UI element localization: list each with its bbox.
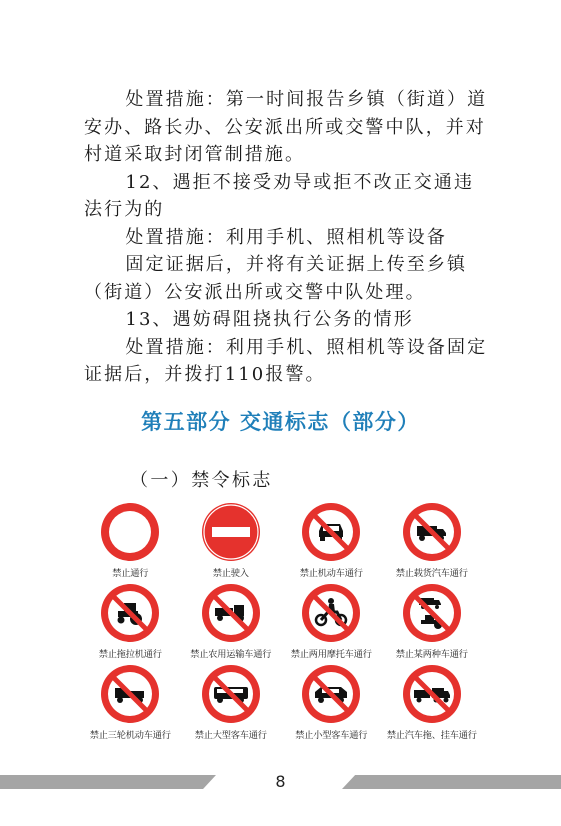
sign-label: 禁止机动车通行 [299,568,363,579]
sign-label: 禁止拖拉机通行 [98,649,162,660]
sign-label: 禁止大型客车通行 [194,730,267,741]
paragraph-measures-2: 处置措施：利用手机、照相机等设备 [125,226,447,248]
sign-label: 禁止农用运输车通行 [190,649,272,660]
no-agricultural-vehicles-icon [201,583,261,643]
sign-label: 禁止驶入 [212,568,249,579]
no-small-cars-icon [301,664,361,724]
paragraph-item-13: 13、遇妨碍阻挠执行公务的情形 [125,309,414,330]
no-entry-bar-icon [201,502,261,562]
sign-item [382,583,483,664]
paragraph-item-12: 12、遇拒不接受劝导或拒不改正交通违法行为的 [84,171,475,220]
sign-label: 禁止小型客车通行 [295,730,368,741]
sign-item [80,502,181,583]
sign-item [382,664,483,745]
sign-label: 禁止某两种车通行 [395,649,468,660]
sign-item [281,583,382,664]
sign-item [181,583,282,664]
sign-item [80,583,181,664]
sign-item [382,502,483,583]
no-tricycles-icon [100,664,160,724]
sign-label: 禁止两用摩托车通行 [290,649,372,660]
no-trailers-icon [402,664,462,724]
sign-grid [80,502,482,745]
sign-item [281,664,382,745]
no-motorcycles-icon [301,583,361,643]
page-number: 8 [275,772,286,791]
body-text [84,86,494,389]
sign-item [181,664,282,745]
paragraph-measures-1: 处置措施：第一时间报告乡镇（街道）道安办、路长办、公安派出所或交警中队，并对村道采取封闭管制措施。 [84,89,488,165]
sign-label: 禁止通行 [112,568,149,579]
paragraph-measures-3: 处置措施：利用手机、照相机等设备固定证据后，并拨打110报警。 [84,336,488,385]
sign-label: 禁止载货汽车通行 [395,568,468,579]
sign-item [80,664,181,745]
section-title: 第五部分 交通标志（部分） [141,410,420,434]
sign-item [181,502,282,583]
subsection-title: （一）禁令标志 [130,470,273,491]
no-entry-ring-icon [100,502,160,562]
sign-label: 禁止汽车拖、挂车通行 [386,730,477,741]
no-two-vehicle-types-icon [402,583,462,643]
sign-label: 禁止三轮机动车通行 [89,730,171,741]
sign-item [281,502,382,583]
no-trucks-icon [402,502,462,562]
no-tractors-icon [100,583,160,643]
paragraph-evidence: 固定证据后，并将有关证据上传至乡镇（街道）公安派出所或交警中队处理。 [84,254,468,303]
no-large-buses-icon [201,664,261,724]
no-motor-vehicles-icon [301,502,361,562]
